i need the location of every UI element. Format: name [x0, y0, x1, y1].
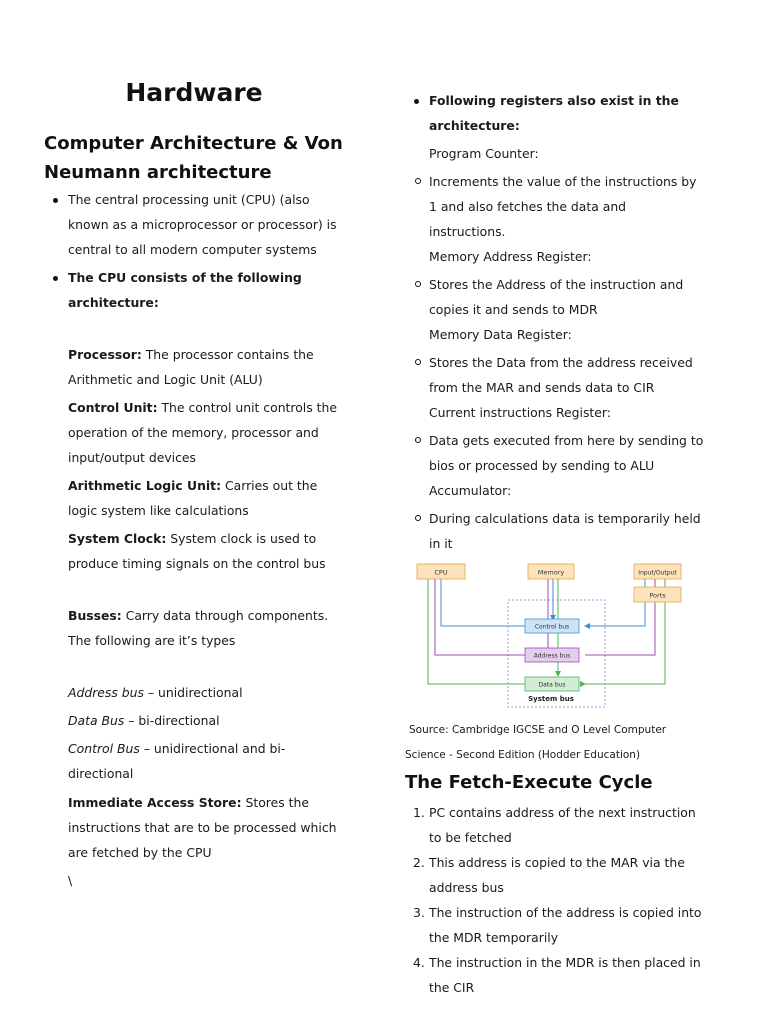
list-item: 1. PC contains address of the next instruction to be fetched — [413, 805, 696, 845]
list-item: The CPU consists of the following architecture: — [44, 265, 344, 315]
memory-label: Memory — [537, 568, 565, 577]
register-desc-list — [405, 272, 705, 322]
list-item: 4. The instruction in the MDR is then placed in the CIR — [413, 955, 701, 995]
register-desc: Data gets executed from here by sending to bios or processed by sending to ALU — [405, 428, 705, 478]
fetch-steps — [405, 800, 705, 1000]
register-desc: Stores the Data from the address received from the MAR and sends data to CIR — [405, 350, 705, 400]
register-desc: During calculations data is temporarily held in it — [405, 506, 705, 556]
system-bus-diagram — [415, 560, 690, 710]
system-bus-label: System bus — [528, 695, 574, 703]
component-processor: Processor: The processor contains the Arithmetic and Logic Unit (ALU) — [68, 347, 314, 387]
register-name: Accumulator: — [429, 483, 512, 498]
bus-type-data: Data Bus – bi-directional — [68, 713, 220, 728]
control-line — [441, 573, 529, 626]
list-item: Following registers also exist in the architecture: — [405, 88, 705, 138]
register-desc-list — [405, 350, 705, 400]
register-name: Program Counter: — [429, 146, 539, 161]
registers-list — [405, 141, 705, 556]
address-line — [435, 573, 525, 655]
list-item: The central processing unit (CPU) (also known as a microprocessor or processor) is central to all modern computer systems — [44, 187, 344, 262]
fetch-heading: The Fetch-Execute Cycle — [405, 772, 653, 793]
source-caption: Source: Cambridge IGCSE and O Level Computer Science - Second Edition (Hodder Education) — [405, 724, 667, 761]
registers-bullet — [405, 88, 705, 138]
busses-paragraph: Busses: Carry data through components. The following are it’s types — [68, 608, 329, 648]
ports-label: Ports — [649, 591, 666, 600]
io-label: Input/Output — [638, 569, 677, 577]
register-desc: Stores the Address of the instruction and copies it and sends to MDR — [405, 272, 705, 322]
register-name: Memory Data Register: — [429, 327, 572, 342]
register-name: Memory Address Register: — [429, 249, 592, 264]
control-bus-label: Control bus — [534, 623, 570, 631]
data-bus-label: Data bus — [538, 681, 566, 689]
register-desc: Increments the value of the instructions by 1 and also fetches the data and instructions. — [405, 169, 705, 244]
stray-backslash: \ — [68, 873, 73, 888]
register-name: Current instructions Register: — [429, 405, 611, 420]
register-desc-list — [405, 169, 705, 244]
cpu-bullets — [44, 187, 344, 315]
ias-paragraph: Immediate Access Store: Stores the instructions that are to be processed which are fetched by the CPU \ — [44, 790, 344, 893]
data-line — [428, 573, 525, 684]
component-alu: Arithmetic Logic Unit: Carries out the logic system like calculations — [68, 478, 318, 518]
bus-types — [44, 680, 344, 786]
register-desc-list — [405, 506, 705, 556]
page-title: Hardware — [125, 78, 263, 107]
bus-type-control: Control Bus – unidirectional and bi-directional — [68, 741, 286, 781]
register-desc-list — [405, 428, 705, 478]
component-control-unit: Control Unit: The control unit controls the operation of the memory, processor and input/output devices — [68, 400, 337, 465]
cpu-label: CPU — [434, 568, 448, 577]
cpu-components — [44, 342, 344, 576]
address-bus-label: Address bus — [533, 652, 571, 660]
section-heading: Computer Architecture & Von Neumann architecture — [44, 133, 343, 183]
list-item: 2. This address is copied to the MAR via the address bus — [413, 855, 685, 895]
bus-type-address: Address bus – unidirectional — [68, 685, 243, 700]
component-system-clock: System Clock: System clock is used to produce timing signals on the control bus — [68, 531, 326, 571]
list-item: 3. The instruction of the address is copied into the MDR temporarily — [413, 905, 702, 945]
